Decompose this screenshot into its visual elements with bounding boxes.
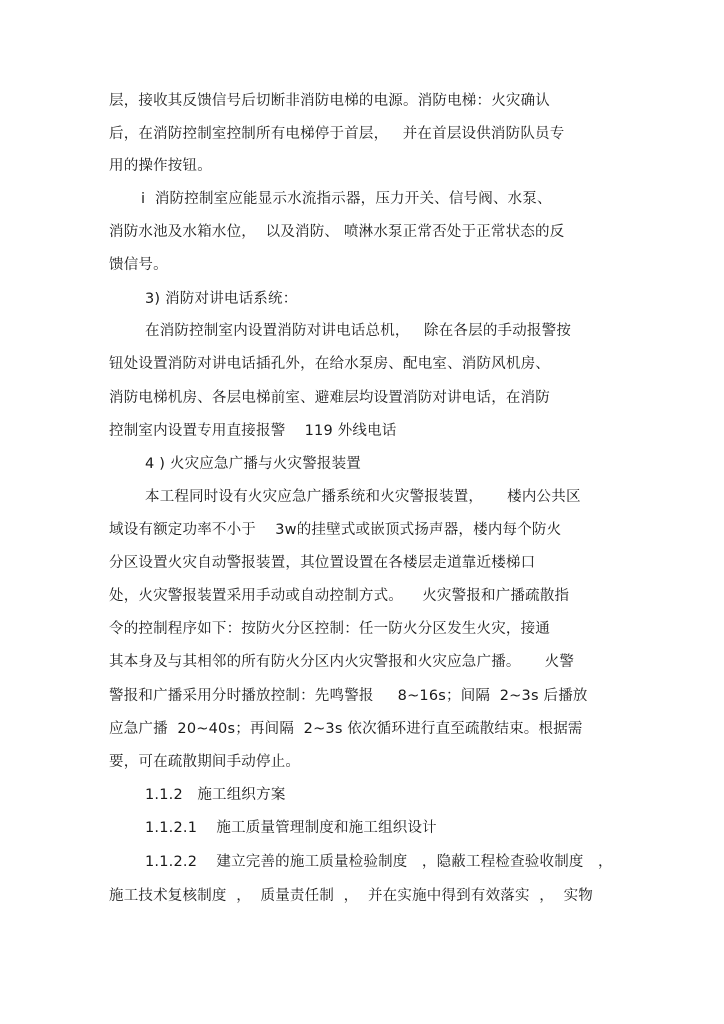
text-line-1: 层，接收其反馈信号后切断非消防电梯的电源。消防电梯：火灾确认 xyxy=(109,93,550,109)
text-line-9: 钮处设置消防对讲电话插孔外，在给水泵房、配电室、消防风机房、 xyxy=(109,356,550,372)
text-line-5: 消防水池及水箱水位， 以及消防、 喷淋水泵正常否处于正常状态的反 xyxy=(109,224,565,240)
text-line-25: 施工技术复核制度 ， 质量责任制 ， 并在实施中得到有效落实 ， 实物 xyxy=(109,888,594,904)
text-line-8: 在消防控制室内设置消防对讲电话总机， 除在各层的手动报警按 xyxy=(145,323,572,339)
text-line-19: 警报和广播采用分时播放控制：先鸣警报 8~16s；间隔 2~3s 后播放 xyxy=(109,688,588,704)
text-line-24: 1.1.2.2 建立完善的施工质量检验制度 ，隐蔽工程检查验收制度 ， xyxy=(145,854,613,870)
text-line-11: 控制室内设置专用直接报警 119 外线电话 xyxy=(109,423,397,439)
text-line-14: 域设有额定功率不小于 3w的挂壁式或嵌顶式扬声器，楼内每个防火 xyxy=(109,522,562,538)
section-heading-1-1-2: 1.1.2 施工组织方案 xyxy=(145,787,286,803)
text-line-3: 用的操作按钮。 xyxy=(109,158,212,174)
text-line-7: 3) 消防对讲电话系统： xyxy=(145,291,298,307)
text-line-17: 令的控制程序如下：按防火分区控制：任一防火分区发生火灾，接通 xyxy=(109,621,550,637)
text-line-18: 其本身及与其相邻的所有防火分区内火灾警报和火灾应急广播。 火警 xyxy=(109,654,575,670)
text-line-10: 消防电梯机房、各层电梯前室、避难层均设置消防对讲电话，在消防 xyxy=(109,390,550,406)
section-heading-1-1-2-1: 1.1.2.1 施工质量管理制度和施工组织设计 xyxy=(145,820,437,836)
text-line-12: 4 ) 火灾应急广播与火灾警报装置 xyxy=(145,456,361,472)
text-line-6: 馈信号。 xyxy=(109,257,168,273)
text-line-13: 本工程同时设有火灾应急广播系统和火灾警报装置， 楼内公共区 xyxy=(145,489,581,505)
text-line-4: i 消防控制室应能显示水流指示器，压力开关、信号阀、水泵、 xyxy=(141,191,552,207)
text-line-16: 处，火灾警报装置采用手动或自动控制方式。 火灾警报和广播疏散指 xyxy=(109,588,570,604)
text-line-21: 要，可在疏散期间手动停止。 xyxy=(109,754,301,770)
text-line-15: 分区设置火灾自动警报装置，其位置设置在各楼层走道靠近楼梯口 xyxy=(109,555,536,571)
text-line-20: 应急广播 20~40s；再间隔 2~3s 依次循环进行直至疏散结束。根据需 xyxy=(109,721,583,737)
text-line-2: 后，在消防控制室控制所有电梯停于首层， 并在首层设供消防队员专 xyxy=(109,126,565,142)
